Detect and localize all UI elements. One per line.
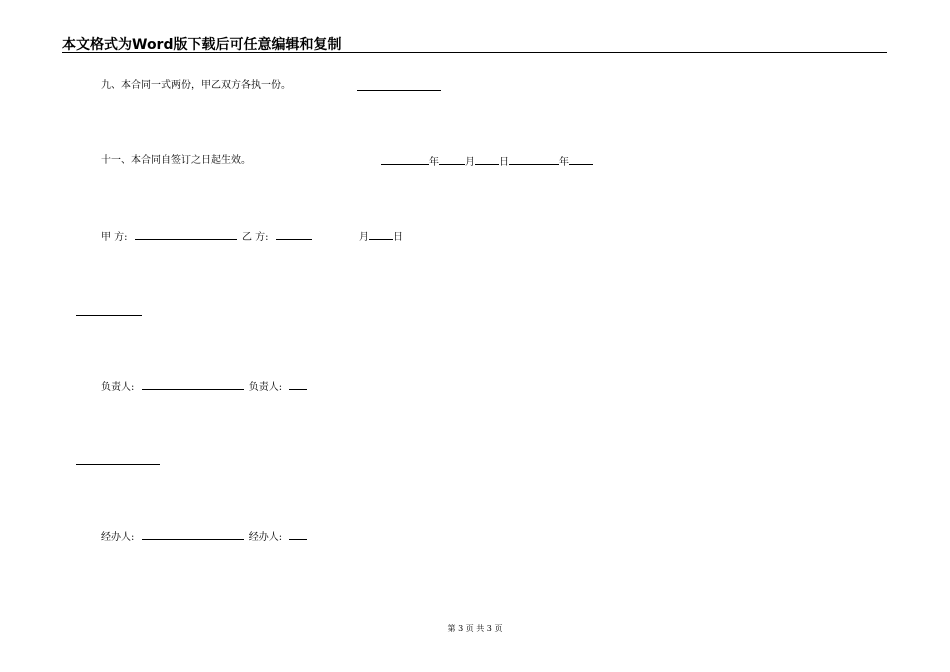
party-a-blank	[135, 230, 237, 240]
responsible-b-label: 负责人:	[248, 382, 283, 393]
header-rule	[62, 52, 887, 53]
signature-rule-2	[76, 464, 160, 465]
party-b-label: 乙 方:	[241, 232, 269, 243]
month2-label: 月	[359, 232, 369, 243]
year2-blank	[509, 155, 559, 165]
party-b-blank	[276, 230, 312, 240]
handler-line	[101, 530, 307, 544]
date-line	[381, 155, 593, 169]
party-a-label: 甲 方:	[101, 232, 128, 243]
handler-b-blank	[289, 530, 307, 540]
page-number-footer: 第 3 页 共 3 页	[447, 624, 503, 633]
month-blank	[439, 155, 465, 165]
day-label: 日	[499, 157, 509, 168]
handler-b-label: 经办人:	[248, 532, 283, 543]
handler-a-label: 经办人:	[101, 532, 135, 543]
responsible-a-label: 负责人:	[101, 382, 135, 393]
day2-label: 日	[393, 232, 403, 243]
document-header-title: 本文格式为Word版下载后可任意编辑和复制	[62, 37, 342, 53]
clause-eleven-text: 十一、本合同自签订之日起生效。	[101, 155, 251, 166]
signature-rule-1	[76, 315, 142, 316]
clause-nine	[101, 80, 291, 92]
day-blank	[475, 155, 499, 165]
year2-label: 年	[559, 157, 569, 168]
clause-eleven	[101, 155, 251, 167]
year-label: 年	[429, 157, 439, 168]
handler-a-blank	[142, 530, 244, 540]
month2-blank	[369, 230, 393, 240]
year-blank	[381, 155, 429, 165]
responsible-line	[101, 380, 307, 394]
clause-nine-text: 九、本合同一式两份，甲乙双方各执一份。	[101, 80, 291, 91]
trailing-blank	[569, 155, 593, 165]
parties-line	[101, 230, 312, 244]
responsible-b-blank	[289, 380, 307, 390]
month-day-line	[359, 230, 403, 244]
month-label: 月	[465, 157, 475, 168]
responsible-a-blank	[142, 380, 244, 390]
clause-nine-blank	[357, 90, 441, 91]
